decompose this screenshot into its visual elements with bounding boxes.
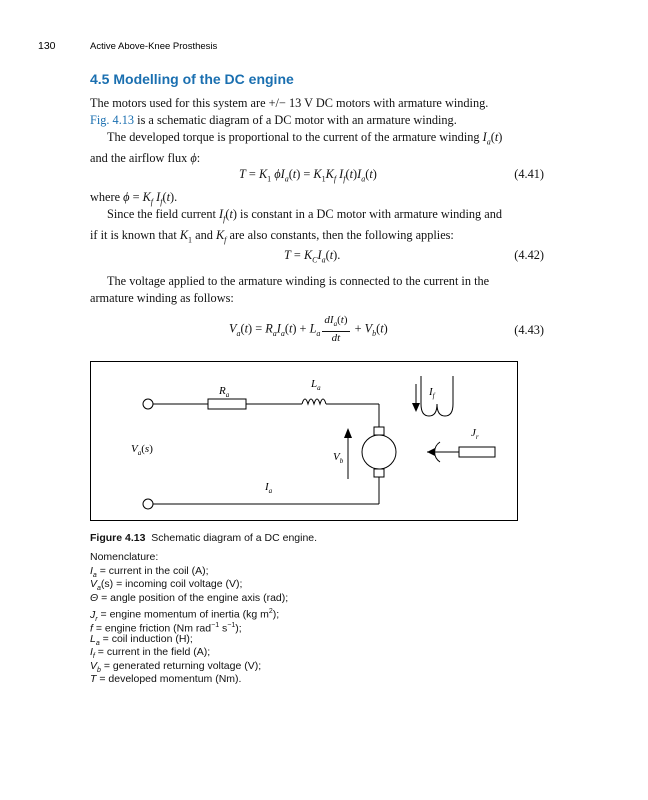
label-la: $L_a$: [311, 378, 321, 392]
label-ra: $R_a$: [219, 385, 230, 399]
equation-4-42: $T = K_CI_a(t)$.: [284, 248, 341, 265]
equation-4-41: $T = K_1$ $\phi I_a(t) = K_1K_f$ $I_f(t)I_a(t)$: [239, 167, 377, 184]
paragraph-2-line-1-text: The developed torque is proportional to the current of the armature winding: [107, 130, 480, 144]
paragraph-2-line-1: The developed torque is proportional to the current of the armature winding $I_a(t)$: [107, 130, 503, 147]
equation-4-43: $V_a(t) = R_aI_a(t) + L_a$ $\frac{dI_a(t)}{dt}$ + $V_b(t)$: [229, 314, 388, 345]
nomenclature-item: $I_f$ = current in the field (A);: [90, 646, 211, 661]
paragraph-3: [90, 206, 545, 249]
paragraph-2-line-2-text: and the airflow flux: [90, 151, 188, 166]
paragraph-3-line-2c: are also constants, then the following applies:: [229, 228, 454, 243]
label-ia: $I_a$: [265, 481, 273, 495]
paragraph-1-line-2-text: is a schematic diagram of a DC motor with an armature winding.: [134, 113, 457, 127]
paragraph-4: [90, 273, 545, 307]
bottom-terminal: [143, 499, 153, 509]
nomenclature-heading: Nomenclature:: [90, 551, 159, 563]
nomenclature-item: $J_r$ = engine momentum of inertia (kg $m^2$);: [90, 608, 280, 623]
running-title: Active Above-Knee Prosthesis: [90, 41, 218, 52]
page-number: 130: [38, 40, 56, 52]
paragraph-2: [90, 129, 545, 167]
caption-text: Schematic diagram of a DC engine.: [151, 532, 318, 544]
where-clause: where $\phi = K_f$ $I_f(t)$.: [90, 190, 178, 207]
label-vb: $V_b$: [333, 451, 344, 465]
paragraph-3-line-2b: and: [195, 228, 213, 243]
label-va: $V_a(s)$: [131, 443, 153, 457]
top-terminal: [143, 399, 153, 409]
nomenclature-item: $L_a$ = coil induction (H);: [90, 633, 193, 648]
label-if: $I_f$: [429, 386, 435, 400]
paragraph-4-line-1: The voltage applied to the armature winding is connected to the current in the: [107, 274, 490, 288]
field-winding: [421, 376, 453, 416]
motor-brush-top: [374, 427, 384, 435]
caption-label: Figure 4.13: [90, 532, 146, 544]
derivative-fraction: $\frac{dI_a(t)}{dt}$: [324, 314, 348, 345]
paragraph-3-line-1b: is constant in a DC motor with armature winding and: [240, 207, 502, 221]
section-title: 4.5 Modelling of the DC engine: [90, 71, 294, 87]
paragraph-3-line-1: Since the field current $I_f(t)$ is constant in a DC motor with armature winding and: [107, 207, 502, 224]
inductor-la: [302, 399, 326, 404]
load-inertia: [459, 447, 495, 457]
label-jr: $J_r$: [471, 427, 479, 441]
motor-brush-bottom: [374, 469, 384, 477]
if-arrow-head: [412, 403, 420, 412]
equation-number-4-41: (4.41): [514, 167, 544, 181]
nomenclature-item: T = developed momentum (Nm).: [90, 673, 242, 685]
nomenclature-item: $I_a$ = current in the coil (A);: [90, 565, 209, 580]
figure-caption: [90, 532, 317, 544]
resistor-ra: [208, 399, 246, 409]
paragraph-4-line-2: armature winding as follows:: [90, 291, 234, 305]
equation-number-4-42: (4.42): [514, 248, 544, 262]
paragraph-3-line-1a: Since the field current: [107, 207, 216, 221]
figure-4-13: [90, 361, 518, 521]
shaft-arrow-head: [427, 448, 435, 456]
nomenclature-item: $V_b$ = generated returning voltage (V);: [90, 660, 262, 675]
paragraph-3-line-2a: if it is known that: [90, 228, 177, 243]
nomenclature-item: f = engine friction (Nm rad$^{-1}$ $s^{-1}$);: [90, 622, 242, 635]
paragraph-1-line-1: The motors used for this system are +/− 13 V DC motors with armature winding.: [90, 96, 489, 110]
equation-number-4-43: (4.43): [514, 323, 544, 337]
nomenclature-item: Θ = angle position of the engine axis (rad);: [90, 592, 289, 604]
where-text: where: [90, 190, 121, 204]
vb-arrow-head: [344, 428, 352, 438]
paragraph-2-line-2: and the airflow flux ϕ:: [90, 151, 201, 166]
nomenclature-item: $V_a(s)$ = incoming coil voltage (V);: [90, 578, 243, 593]
motor-armature: [362, 435, 396, 469]
paragraph-3-line-2: if it is known that $K_1$ and $K_f$ are also constants, then the following applies:: [90, 228, 454, 245]
paragraph-1: [90, 95, 545, 129]
dc-motor-schematic: [91, 362, 517, 520]
paragraph-1-line-2: [90, 112, 545, 129]
figure-reference-link[interactable]: Fig. 4.13: [90, 113, 135, 127]
